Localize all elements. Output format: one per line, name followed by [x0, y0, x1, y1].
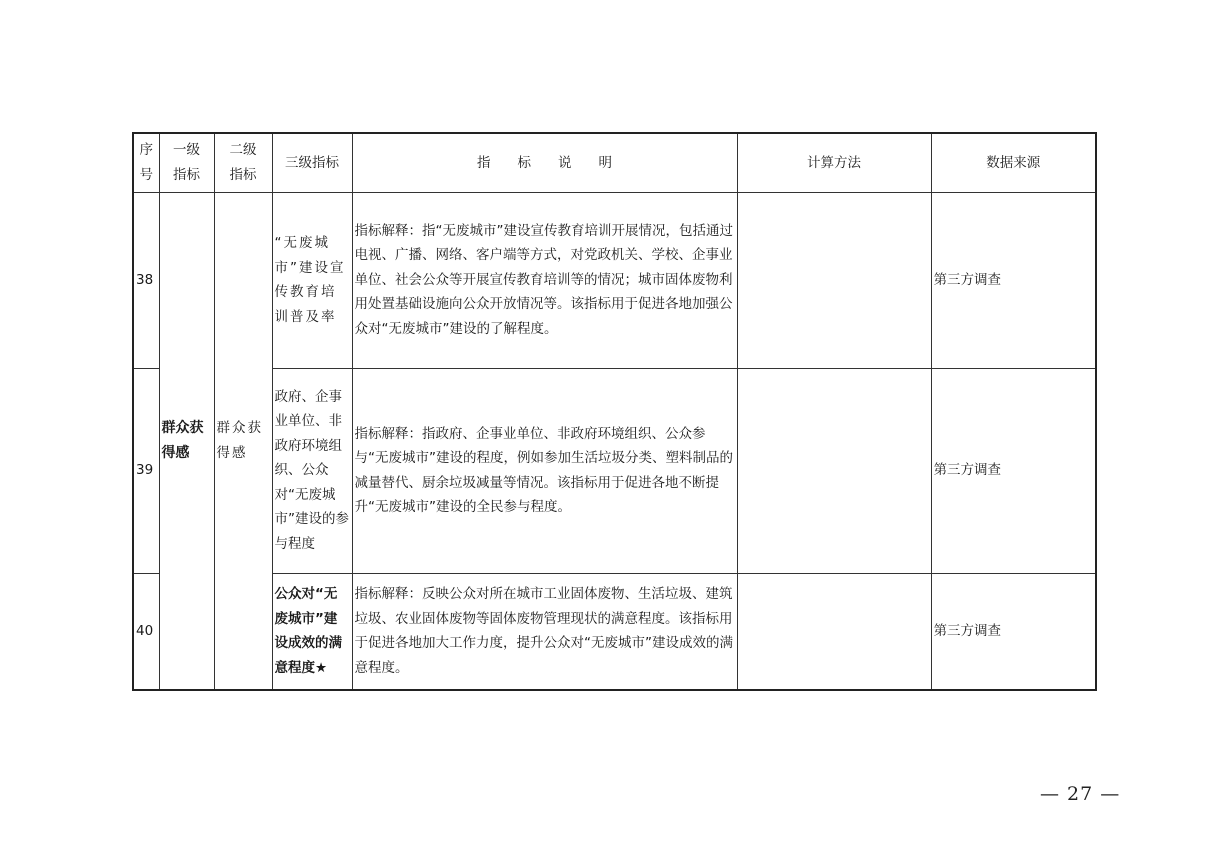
table-row: [133, 192, 1096, 368]
row-description: 指标解释：指政府、企事业单位、非政府环境组织、公众参与“无废城市”建设的程度，例如参加生活垃圾分类、塑料制品的减量替代、厨余垃圾减量等情况。该指标用于促进各地不断提升“无废城市”建设的全民参与程度。: [352, 368, 737, 573]
table-row: [133, 368, 1096, 573]
header-seq-line2: 号: [139, 166, 153, 183]
header-level2-line2: 指标: [229, 166, 257, 183]
level1-group-cell: 群众获得感: [159, 192, 214, 690]
row-level3: 政府、企事业单位、非政府环境组织、公众对“无废城市”建设的参与程度: [272, 368, 352, 573]
row-calc-method: [737, 192, 931, 368]
header-level1: [159, 133, 214, 192]
page-number: — 27 —: [1040, 783, 1121, 805]
row-seq: 38: [133, 192, 159, 368]
header-seq: [133, 133, 159, 192]
header-seq-line1: 序: [139, 142, 153, 159]
table-row: [133, 573, 1096, 690]
row-data-source: 第三方调查: [931, 573, 1096, 690]
row-seq: 40: [133, 573, 159, 690]
row-description: 指标解释：指“无废城市”建设宣传教育培训开展情况，包括通过电视、广播、网络、客户端等方式，对党政机关、学校、企事业单位、社会公众等开展宣传教育培训等的情况；城市固体废物利用处置基础设施向公众开放情况等。该指标用于促进各地加强公众对“无废城市”建设的了解程度。: [352, 192, 737, 368]
indicator-table: [132, 132, 1097, 691]
header-level1-line2: 指标: [173, 166, 200, 183]
row-calc-method: [737, 368, 931, 573]
header-description: 指 标 说 明: [352, 133, 737, 192]
level2-group-cell: 群众获得感: [214, 192, 272, 690]
row-seq: 39: [133, 368, 159, 573]
header-level2: [214, 133, 272, 192]
header-data-source: 数据来源: [931, 133, 1096, 192]
row-data-source: 第三方调查: [931, 368, 1096, 573]
row-level3: 公众对“无废城市”建设成效的满意程度★: [272, 573, 352, 690]
row-data-source: 第三方调查: [931, 192, 1096, 368]
header-level2-line1: 二级: [229, 142, 257, 159]
row-description: 指标解释：反映公众对所在城市工业固体废物、生活垃圾、建筑垃圾、农业固体废物等固体废物管理现状的满意程度。该指标用于促进各地加大工作力度，提升公众对“无废城市”建设成效的满意程度。: [352, 573, 737, 690]
header-level3: 三级指标: [272, 133, 352, 192]
row-level3: “无废城市”建设宣传教育培训普及率: [272, 192, 352, 368]
header-calc-method: 计算方法: [737, 133, 931, 192]
header-level1-line1: 一级: [173, 142, 200, 159]
row-calc-method: [737, 573, 931, 690]
header-row: [133, 133, 1096, 192]
